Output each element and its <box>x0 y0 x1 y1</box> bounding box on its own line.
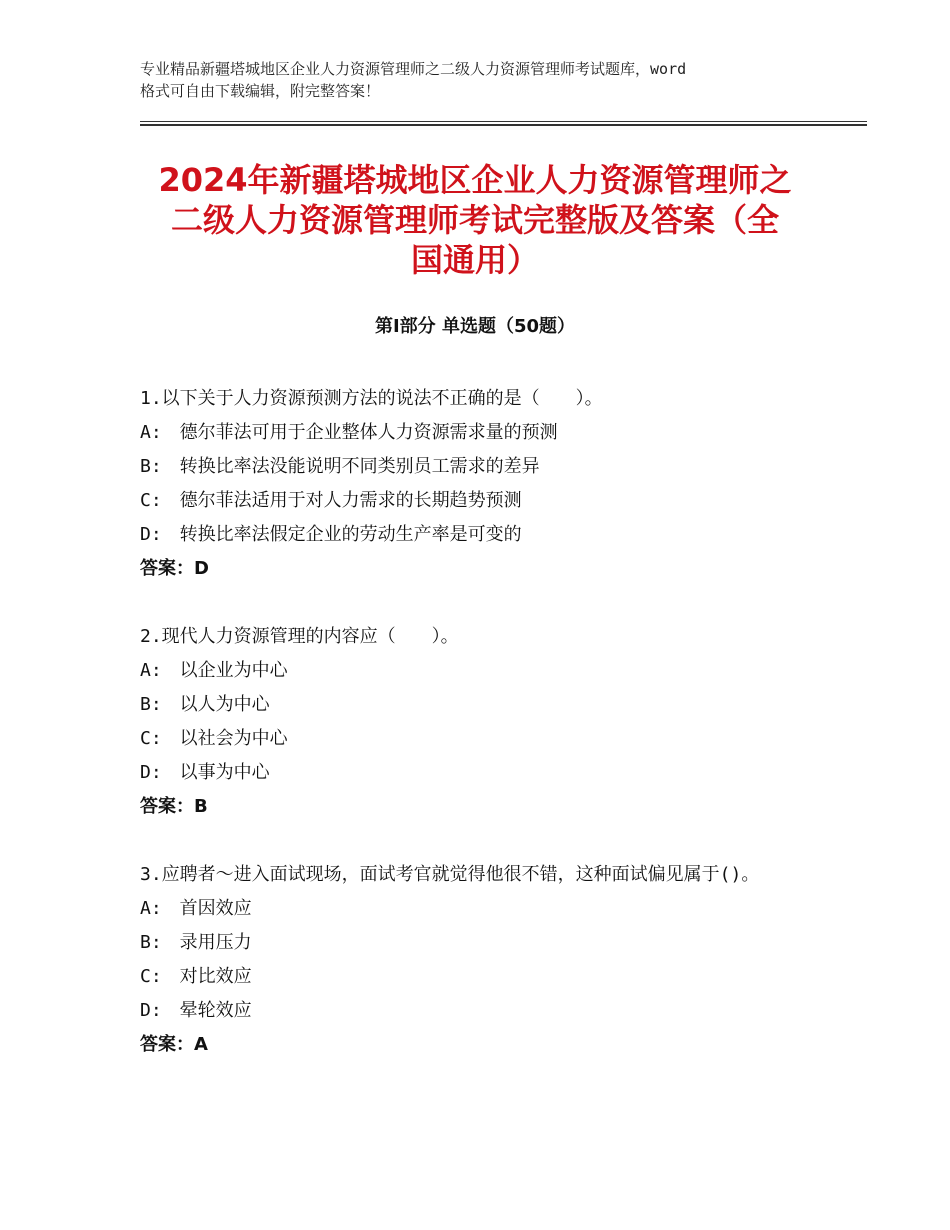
option-b: B: 录用压力 <box>140 932 252 953</box>
option-b: B: 转换比率法没能说明不同类别员工需求的差异 <box>140 456 540 477</box>
option-a: A: 德尔菲法可用于企业整体人力资源需求量的预测 <box>140 422 558 443</box>
option-c: C: 以社会为中心 <box>140 728 288 749</box>
option-d: D: 晕轮效应 <box>140 1000 252 1021</box>
header-note-line: 专业精品新疆塔城地区企业人力资源管理师之二级人力资源管理师考试题库，word <box>140 60 687 78</box>
option-a: A: 以企业为中心 <box>140 660 288 681</box>
section-heading: 第Ⅰ部分 单选题（50题） <box>374 316 575 337</box>
title-line: 2024年新疆塔城地区企业人力资源管理师之 <box>158 161 792 199</box>
option-a: A: 首因效应 <box>140 898 252 919</box>
option-d: D: 转换比率法假定企业的劳动生产率是可变的 <box>140 524 522 545</box>
option-d: D: 以事为中心 <box>140 762 270 783</box>
header-note <box>140 58 830 102</box>
question-stem: 1.以下关于人力资源预测方法的说法不正确的是（ ）。 <box>140 388 603 409</box>
option-b: B: 以人为中心 <box>140 694 270 715</box>
option-c: C: 德尔菲法适用于对人力需求的长期趋势预测 <box>140 490 522 511</box>
answer: 答案：A <box>140 1034 208 1055</box>
question-item <box>140 620 830 824</box>
question-list <box>140 382 830 1096</box>
header-divider <box>140 121 867 126</box>
question-stem: 2.现代人力资源管理的内容应（ ）。 <box>140 626 459 647</box>
title-line: 国通用） <box>410 241 539 279</box>
header-note-line: 格式可自由下载编辑，附完整答案！ <box>140 82 381 100</box>
question-item <box>140 858 830 1062</box>
answer: 答案：D <box>140 558 209 579</box>
question-stem: 3.应聘者～进入面试现场，面试考官就觉得他很不错，这种面试偏见属于()。 <box>140 864 760 885</box>
title-line: 二级人力资源管理师考试完整版及答案（全 <box>170 201 779 239</box>
option-c: C: 对比效应 <box>140 966 252 987</box>
document-title <box>110 160 840 280</box>
answer: 答案：B <box>140 796 208 817</box>
question-item <box>140 382 830 586</box>
